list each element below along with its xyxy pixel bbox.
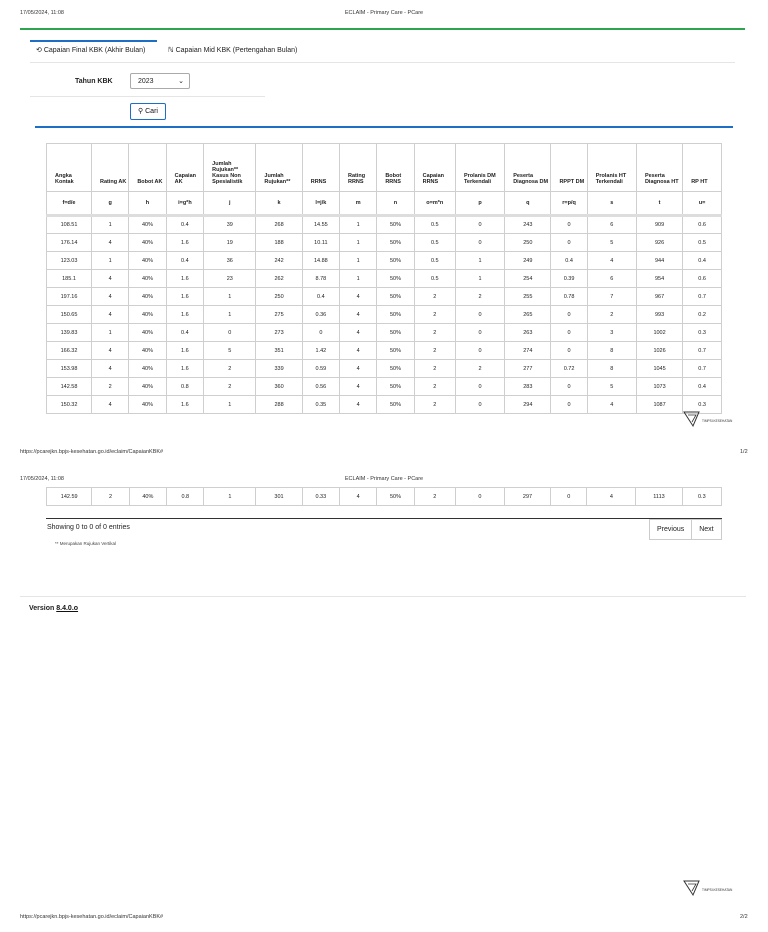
table-cell: 250 <box>505 234 551 252</box>
table-cell: 4 <box>587 396 636 414</box>
column-header: Peserta Diagnosa HT <box>636 144 682 192</box>
print-header-title: ECLAIM - Primary Care - PCare <box>344 10 424 16</box>
rss-icon: ℕ <box>168 47 174 54</box>
column-header: Bobot RRNS <box>377 144 414 192</box>
table-cell: 0.2 <box>683 306 722 324</box>
table-row <box>47 324 722 342</box>
version-info <box>29 605 78 612</box>
table-cell: 4 <box>587 488 636 506</box>
table-cell: 50% <box>377 216 414 234</box>
table-cell: 166.32 <box>47 342 92 360</box>
table-cell: 0.4 <box>551 252 587 270</box>
table-cell: 40% <box>129 396 166 414</box>
table-cell: 0.4 <box>166 252 204 270</box>
column-header: RPPT DM <box>551 144 587 192</box>
table-cell: 0.5 <box>414 270 455 288</box>
table-cell: 50% <box>377 378 414 396</box>
table-cell: 288 <box>256 396 302 414</box>
print-footer-url-2: https://pcarejkn.bpjs-kesehatan.go.id/eclaim/CapaianKBK# <box>20 914 164 920</box>
table-cell: 2 <box>414 378 455 396</box>
table-row <box>47 306 722 324</box>
table-cell: 1 <box>204 396 256 414</box>
table-cell: 1 <box>339 252 376 270</box>
search-icon: ⚲ <box>138 108 144 115</box>
column-header: Peserta Diagnosa DM <box>505 144 551 192</box>
column-header: Jumlah Rujukan** <box>256 144 302 192</box>
print-footer-page: 1/2 <box>740 449 748 455</box>
table-cell: 0.3 <box>683 324 722 342</box>
table-cell: 4 <box>339 378 376 396</box>
table-cell: 1.42 <box>302 342 339 360</box>
print-header-datetime-2: 17/05/2024, 11:08 <box>20 476 64 482</box>
table-cell: 0.72 <box>551 360 587 378</box>
table-row <box>47 252 722 270</box>
table-cell: 275 <box>256 306 302 324</box>
table-cell: 4 <box>339 396 376 414</box>
table-bottom-rule <box>46 518 722 519</box>
table-cell: 4 <box>340 488 377 506</box>
table-cell: 1 <box>339 216 376 234</box>
table-cell: 36 <box>204 252 256 270</box>
table-cell: 4 <box>339 306 376 324</box>
table-cell: 1002 <box>636 324 682 342</box>
tab-capaian-mid[interactable] <box>168 46 297 54</box>
table-cell: 243 <box>505 216 551 234</box>
table-row <box>47 234 722 252</box>
table-cell: 150.65 <box>47 306 92 324</box>
table-row <box>47 488 722 506</box>
table-cell: 0.7 <box>683 342 722 360</box>
table-cell: 139.83 <box>47 324 92 342</box>
table-cell: 0 <box>302 324 339 342</box>
table-cell: 263 <box>505 324 551 342</box>
kbk-table-continued-wrapper <box>46 487 722 507</box>
table-cell: 50% <box>377 488 414 506</box>
table-cell: 339 <box>256 360 302 378</box>
table-cell: 0 <box>551 396 587 414</box>
table-cell: 14.88 <box>302 252 339 270</box>
table-cell: 1.6 <box>166 342 204 360</box>
table-cell: 0 <box>455 342 504 360</box>
table-cell: 0 <box>455 234 504 252</box>
table-cell: 294 <box>505 396 551 414</box>
table-cell: 2 <box>91 378 128 396</box>
active-tab-indicator <box>30 40 157 42</box>
table-cell: 0.7 <box>683 288 722 306</box>
table-cell: 39 <box>204 216 256 234</box>
table-cell: 297 <box>504 488 550 506</box>
previous-button[interactable]: Previous <box>650 520 692 539</box>
table-row <box>47 216 722 234</box>
tabs-divider <box>30 62 735 63</box>
tab-capaian-final[interactable] <box>36 46 145 54</box>
table-cell: 0.6 <box>683 270 722 288</box>
table-cell: 40% <box>129 252 166 270</box>
table-cell: 351 <box>256 342 302 360</box>
table-cell: 2 <box>204 360 256 378</box>
footnote: ** Merupakan Rujukan Vertikal <box>55 541 117 546</box>
table-cell: 176.14 <box>47 234 92 252</box>
table-cell: 0 <box>551 216 587 234</box>
version-label: Version <box>29 605 55 612</box>
table-cell: 50% <box>377 234 414 252</box>
table-cell: 153.98 <box>47 360 92 378</box>
table-cell: 4 <box>339 288 376 306</box>
table-cell: 0.5 <box>414 216 455 234</box>
table-cell: 40% <box>129 378 166 396</box>
table-row <box>47 288 722 306</box>
table-cell: 40% <box>129 216 166 234</box>
table-cell: 1 <box>91 216 128 234</box>
table-cell: 50% <box>377 342 414 360</box>
table-cell: 185.1 <box>47 270 92 288</box>
column-header: Rating RRNS <box>339 144 376 192</box>
table-cell: 23 <box>204 270 256 288</box>
table-cell: 0.59 <box>302 360 339 378</box>
table-cell: 0 <box>551 488 587 506</box>
table-cell: 0 <box>455 378 504 396</box>
logo-text-2: TIMPSI.KESEHATAN <box>702 888 733 892</box>
table-cell: 274 <box>505 342 551 360</box>
year-select[interactable] <box>130 73 190 89</box>
print-footer-url: https://pcarejkn.bpjs-kesehatan.go.id/eclaim/CapaianKBK# <box>20 449 164 455</box>
formula-cell: k <box>256 192 302 216</box>
table-cell: 1026 <box>636 342 682 360</box>
print-header-title-2: ECLAIM - Primary Care - PCare <box>344 476 424 482</box>
column-header: Capaian AK <box>166 144 204 192</box>
table-cell: 0.8 <box>167 488 204 506</box>
timpsi-logo-icon <box>683 410 733 428</box>
table-cell: 0.8 <box>166 378 204 396</box>
column-header: Jumlah Rujukan** Kasus Non Spesialistik <box>204 144 256 192</box>
column-header: RRNS <box>302 144 339 192</box>
kbk-table <box>46 143 722 414</box>
table-cell: 4 <box>91 396 128 414</box>
formula-cell: u= <box>683 192 722 216</box>
table-cell: 188 <box>256 234 302 252</box>
table-cell: 0.5 <box>414 234 455 252</box>
table-cell: 1073 <box>636 378 682 396</box>
table-cell: 1113 <box>636 488 682 506</box>
table-row <box>47 378 722 396</box>
table-cell: 123.03 <box>47 252 92 270</box>
column-header: Bobot AK <box>129 144 166 192</box>
table-cell: 273 <box>256 324 302 342</box>
table-cell: 255 <box>505 288 551 306</box>
table-cell: 1 <box>204 488 256 506</box>
table-cell: 0.5 <box>683 234 722 252</box>
table-cell: 19 <box>204 234 256 252</box>
table-cell: 0.4 <box>302 288 339 306</box>
tab-capaian-final-label: Capaian Final KBK (Akhir Bulan) <box>43 47 146 54</box>
table-cell: 108.51 <box>47 216 92 234</box>
table-cell: 0 <box>204 324 256 342</box>
table-cell: 1.6 <box>166 360 204 378</box>
table-cell: 50% <box>377 252 414 270</box>
table-cell: 4 <box>587 252 636 270</box>
tab-capaian-mid-label: Capaian Mid KBK (Pertengahan Bulan) <box>175 47 298 54</box>
print-header-datetime: 17/05/2024, 11:08 <box>20 10 64 16</box>
table-cell: 250 <box>256 288 302 306</box>
search-button-label: Cari <box>145 108 158 115</box>
table-cell: 1 <box>91 324 128 342</box>
table-cell: 0 <box>455 324 504 342</box>
table-cell: 0 <box>551 234 587 252</box>
table-cell: 3 <box>587 324 636 342</box>
table-cell: 301 <box>256 488 302 506</box>
table-cell: 150.32 <box>47 396 92 414</box>
table-cell: 4 <box>91 360 128 378</box>
formula-cell: f=d/e <box>47 192 92 216</box>
table-cell: 50% <box>377 288 414 306</box>
table-row <box>47 396 722 414</box>
formula-cell: n <box>377 192 414 216</box>
table-cell: 50% <box>377 396 414 414</box>
table-row <box>47 360 722 378</box>
table-cell: 0 <box>551 342 587 360</box>
table-cell: 7 <box>587 288 636 306</box>
table-cell: 0.56 <box>302 378 339 396</box>
formula-cell: r=p/q <box>551 192 587 216</box>
table-cell: 0.4 <box>683 252 722 270</box>
chevron-down-icon: ⌄ <box>178 78 184 85</box>
table-cell: 40% <box>129 270 166 288</box>
column-header: Rating AK <box>91 144 128 192</box>
table-cell: 0.4 <box>166 324 204 342</box>
formula-cell: h <box>129 192 166 216</box>
formula-row <box>47 192 722 216</box>
table-cell: 2 <box>414 324 455 342</box>
table-cell: 262 <box>256 270 302 288</box>
table-cell: 1.6 <box>166 270 204 288</box>
table-cell: 8.78 <box>302 270 339 288</box>
table-cell: 944 <box>636 252 682 270</box>
table-cell: 6 <box>587 216 636 234</box>
table-cell: 1 <box>455 270 504 288</box>
table-cell: 1045 <box>636 360 682 378</box>
formula-cell: p <box>455 192 504 216</box>
table-cell: 242 <box>256 252 302 270</box>
table-cell: 268 <box>256 216 302 234</box>
table-cell: 1.6 <box>166 306 204 324</box>
formula-cell: q <box>505 192 551 216</box>
next-button[interactable]: Next <box>699 526 714 533</box>
table-cell: 360 <box>256 378 302 396</box>
table-cell: 2 <box>414 360 455 378</box>
table-cell: 0 <box>455 488 504 506</box>
table-cell: 4 <box>91 288 128 306</box>
table-row <box>47 270 722 288</box>
top-accent-bar <box>20 28 745 30</box>
print-footer-page-2: 2/2 <box>740 914 748 920</box>
table-cell: 2 <box>414 288 455 306</box>
table-cell: 4 <box>91 306 128 324</box>
table-cell: 0 <box>455 396 504 414</box>
table-cell: 254 <box>505 270 551 288</box>
table-cell: 0.4 <box>683 378 722 396</box>
year-select-value: 2023 <box>138 78 154 85</box>
table-cell: 0.39 <box>551 270 587 288</box>
table-cell: 2 <box>414 306 455 324</box>
table-cell: 2 <box>92 488 129 506</box>
table-cell: 4 <box>91 342 128 360</box>
table-cell: 0 <box>551 378 587 396</box>
table-cell: 0.4 <box>166 216 204 234</box>
timpsi-logo-icon-2 <box>683 879 733 897</box>
formula-cell: g <box>91 192 128 216</box>
table-cell: 6 <box>587 270 636 288</box>
table-cell: 1 <box>455 252 504 270</box>
table-cell: 8 <box>587 342 636 360</box>
table-cell: 2 <box>414 488 455 506</box>
table-cell: 50% <box>377 306 414 324</box>
kbk-table-wrapper <box>46 143 722 422</box>
table-cell: 40% <box>129 306 166 324</box>
table-cell: 0.3 <box>682 488 721 506</box>
table-cell: 4 <box>91 234 128 252</box>
table-cell: 4 <box>339 324 376 342</box>
table-cell: 0.78 <box>551 288 587 306</box>
pagination <box>649 519 722 540</box>
table-cell: 4 <box>339 342 376 360</box>
formula-cell: j <box>204 192 256 216</box>
table-cell: 5 <box>587 378 636 396</box>
table-cell: 40% <box>129 360 166 378</box>
table-cell: 142.58 <box>47 378 92 396</box>
table-cell: 10.11 <box>302 234 339 252</box>
table-cell: 50% <box>377 270 414 288</box>
table-cell: 8 <box>587 360 636 378</box>
showing-entries-text: Showing 0 to 0 of 0 entries <box>47 524 130 531</box>
table-cell: 926 <box>636 234 682 252</box>
table-cell: 265 <box>505 306 551 324</box>
table-cell: 1.6 <box>166 234 204 252</box>
table-cell: 2 <box>414 342 455 360</box>
table-cell: 967 <box>636 288 682 306</box>
table-cell: 0.3 <box>683 396 722 414</box>
table-cell: 142.59 <box>47 488 92 506</box>
table-cell: 1 <box>204 288 256 306</box>
table-cell: 0.7 <box>683 360 722 378</box>
table-cell: 40% <box>129 288 166 306</box>
logo-text: TIMPSI.KESEHATAN <box>702 419 733 423</box>
table-cell: 1.6 <box>166 396 204 414</box>
table-cell: 0 <box>551 324 587 342</box>
table-cell: 0.36 <box>302 306 339 324</box>
table-cell: 0 <box>455 216 504 234</box>
year-label: Tahun KBK <box>75 78 113 85</box>
table-cell: 954 <box>636 270 682 288</box>
table-header-row <box>47 144 722 192</box>
column-header: RP HT <box>683 144 722 192</box>
formula-cell: s <box>587 192 636 216</box>
table-cell: 0.35 <box>302 396 339 414</box>
table-cell: 1087 <box>636 396 682 414</box>
table-cell: 5 <box>587 234 636 252</box>
table-cell: 0.5 <box>414 252 455 270</box>
table-cell: 14.55 <box>302 216 339 234</box>
table-cell: 40% <box>129 342 166 360</box>
table-cell: 2 <box>414 396 455 414</box>
table-cell: 909 <box>636 216 682 234</box>
formula-cell: l=j/k <box>302 192 339 216</box>
table-cell: 40% <box>129 488 166 506</box>
column-header: Prolanis HT Terkendali <box>587 144 636 192</box>
table-cell: 4 <box>91 270 128 288</box>
table-cell: 1 <box>339 270 376 288</box>
section-divider <box>35 126 733 128</box>
table-cell: 1.6 <box>166 288 204 306</box>
column-header: Capaian RRNS <box>414 144 455 192</box>
formula-cell: t <box>636 192 682 216</box>
table-cell: 0 <box>455 306 504 324</box>
table-cell: 2 <box>455 288 504 306</box>
search-button[interactable] <box>130 103 166 120</box>
history-icon: ⟲ <box>36 47 42 54</box>
table-cell: 197.16 <box>47 288 92 306</box>
table-cell: 0.6 <box>683 216 722 234</box>
table-cell: 2 <box>455 360 504 378</box>
kbk-table-continued <box>46 487 722 506</box>
table-cell: 40% <box>129 234 166 252</box>
filter-divider <box>30 96 265 97</box>
table-cell: 1 <box>91 252 128 270</box>
version-link[interactable]: 8.4.0.o <box>56 605 79 612</box>
table-cell: 993 <box>636 306 682 324</box>
table-cell: 249 <box>505 252 551 270</box>
table-cell: 40% <box>129 324 166 342</box>
table-cell: 1 <box>339 234 376 252</box>
column-header: Prolanis DM Terkendali <box>455 144 504 192</box>
table-cell: 2 <box>587 306 636 324</box>
table-cell: 50% <box>377 324 414 342</box>
table-cell: 283 <box>505 378 551 396</box>
formula-cell: o=m*n <box>414 192 455 216</box>
table-cell: 0.33 <box>302 488 339 506</box>
table-cell: 277 <box>505 360 551 378</box>
table-row <box>47 342 722 360</box>
table-cell: 0 <box>551 306 587 324</box>
column-header: Angka Kontak <box>47 144 92 192</box>
table-cell: 5 <box>204 342 256 360</box>
footer-divider <box>20 596 746 597</box>
table-cell: 1 <box>204 306 256 324</box>
table-cell: 4 <box>339 360 376 378</box>
formula-cell: m <box>339 192 376 216</box>
table-cell: 50% <box>377 360 414 378</box>
table-cell: 2 <box>204 378 256 396</box>
formula-cell: i=g*h <box>166 192 204 216</box>
